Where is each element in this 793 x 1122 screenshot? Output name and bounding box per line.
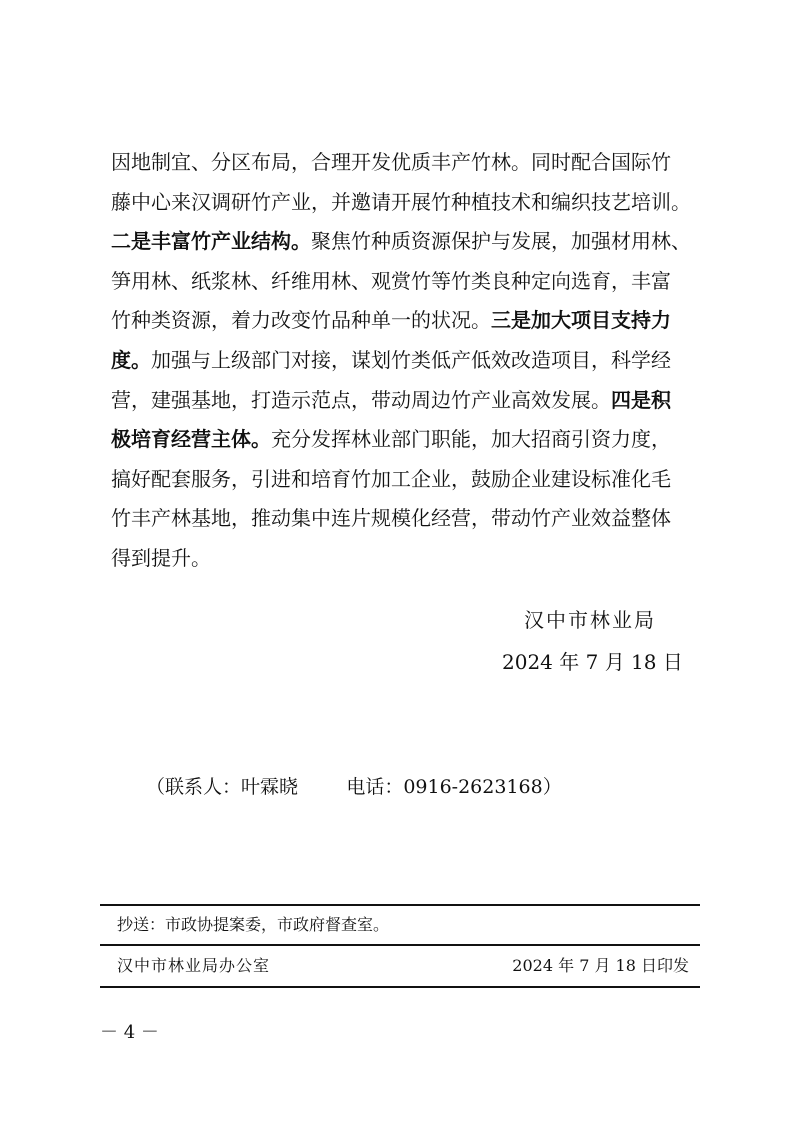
- paragraph-line: [111, 460, 693, 500]
- body-text-segment: 竹种类资源，着力改变竹品种单一的状况。: [111, 308, 491, 333]
- issue-date: 2024 年 7 月 18 日印发: [512, 956, 689, 975]
- bold-heading-text: 极培育经营主体。: [111, 427, 271, 452]
- body-text-segment: 藤中心来汉调研竹产业，并邀请开展竹种植技术和编织技艺培训。: [111, 189, 691, 214]
- paragraph-line: [111, 143, 693, 183]
- body-text-segment: 竹丰产林基地，推动集中连片规模化经营，带动竹产业效益整体: [111, 506, 671, 531]
- body-text: [111, 143, 693, 579]
- paragraph-line: [111, 222, 693, 262]
- bold-heading-text: 三是加大项目支持力: [491, 308, 671, 333]
- paragraph-line: [111, 262, 693, 302]
- bold-heading-text: 度。: [111, 347, 151, 372]
- page-number: － 4 －: [100, 1022, 159, 1043]
- paragraph-line: [111, 183, 693, 223]
- paragraph-line: [111, 420, 693, 460]
- footer-rule-bottom: [100, 986, 700, 988]
- cc-recipients: 抄送：市政协提案委，市政府督查室。: [117, 915, 390, 934]
- body-text-segment: 聚焦竹种质资源保护与发展，加强材用林、: [311, 229, 691, 254]
- paragraph-line: [111, 301, 693, 341]
- bold-heading-text: 二是丰富竹产业结构。: [111, 229, 311, 254]
- body-text-segment: 因地制宜、分区布局，合理开发优质丰产竹林。同时配合国际竹: [111, 150, 671, 174]
- bold-heading-text: 四是积: [611, 387, 671, 412]
- body-text-segment: 搞好配套服务，引进和培育竹加工企业，鼓励企业建设标准化毛: [111, 466, 671, 491]
- body-text-segment: 得到提升。: [111, 545, 211, 570]
- paragraph-line: [111, 539, 693, 579]
- paragraph-line: [111, 341, 693, 381]
- contact-info: （联系人：叶霖晓 电话：0916-2623168）: [146, 776, 562, 798]
- paragraph-line: [111, 381, 693, 421]
- body-text-segment: 笋用林、纸浆林、纤维用林、观赏竹等竹类良种定向选育，丰富: [111, 268, 671, 293]
- body-text-segment: 加强与上级部门对接，谋划竹类低产低效改造项目，科学经: [151, 347, 671, 372]
- footer-rule-top: [100, 904, 700, 906]
- body-text-segment: 营，建强基地，打造示范点，带动周边竹产业高效发展。: [111, 387, 611, 412]
- signature-date: 2024 年 7 月 18 日: [502, 650, 683, 674]
- signature-organization: 汉中市林业局: [524, 608, 656, 632]
- issuing-office: 汉中市林业局办公室: [117, 956, 271, 975]
- paragraph-line: [111, 499, 693, 539]
- footer-rule-middle: [100, 944, 700, 946]
- body-text-segment: 充分发挥林业部门职能，加大招商引资力度，: [271, 427, 671, 452]
